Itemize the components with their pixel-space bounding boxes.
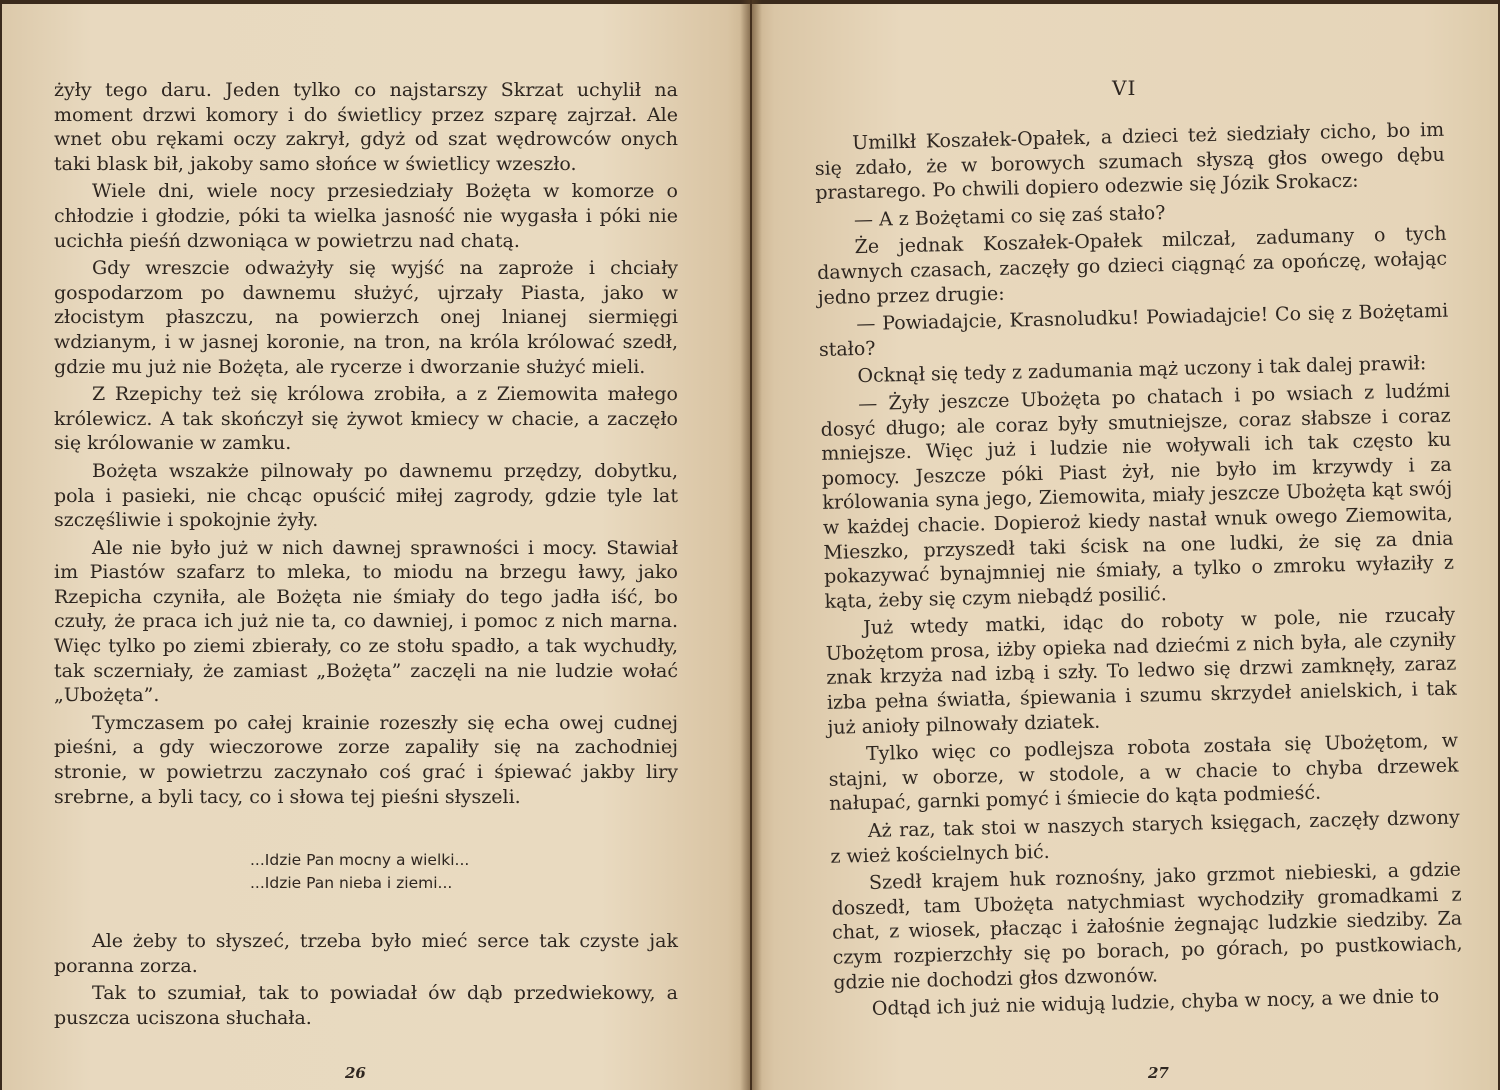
chapter-heading: VI bbox=[1112, 76, 1137, 100]
paragraph: Odtąd ich już nie widują ludzie, chyba w nocy, a we dnie to bbox=[871, 985, 1440, 1021]
right-page bbox=[752, 4, 1498, 1090]
paragraph: Tylko więc co podlejsza robota została się Ubożętom, w stajni, w oborze, w stodole, a w chacie to chyba drzewek nałupać, garnki pomyć i śmiecie do kąta podmieść. bbox=[828, 729, 1459, 816]
paragraph: Że jednak Koszałek-Opałek milczał, zadumany o tych dawnych czasach, zaczęły go dzieci ciągnąć za opończę, wołając jedno przez drugie: bbox=[816, 223, 1448, 309]
paragraph: Wiele dni, wiele nocy przesiedziały Bożęta w komorze o chłodzie i głodzie, póki ta wielka jasność nie wygasła i póki nie ucichła pieśń dzwoniąca w powietrzu nad chatą. bbox=[54, 180, 678, 252]
poem-line: ...Idzie Pan mocny a wielki... bbox=[250, 851, 470, 870]
paragraph: Ale nie było już w nich dawnej sprawności i mocy. Stawiał im Piastów szafarz to mleka, to miodu na brzegu ławy, jako Rzepicha czyniła, ale Bożęta nie śmiały do tego jadła iść, bo czuły, że praca ich już nie ta, co dawniej, i pomoc z nich marna. Więc tylko po ziemi zbierały, co ze stołu spadło, a tak wychudły, tak sczerniały, że zamiast „Bożęta” zaczęli na nie ludzie wołać „Ubożęta”. bbox=[54, 536, 678, 707]
paragraph: Ale żeby to słyszeć, trzeba było mieć serce tak czyste jak poranna zorza. bbox=[54, 930, 678, 977]
right-page-text bbox=[814, 118, 1464, 1026]
paragraph: Już wtedy matki, idąc do roboty w pole, nie rzucały Ubożętom prosa, iżby opieka nad dziećmi z nich była, ale czyniły znak krzyża nad izbą i szły. To ledwo się drzwi zamknęły, zaraz izba pełna światła, śpiewania i szumu skrzydeł anielskich, i tak już anioły pilnowały dziatek. bbox=[825, 603, 1458, 739]
paragraph: — A z Bożętami co się zaś stało? bbox=[853, 201, 1166, 231]
left-page-text bbox=[54, 78, 678, 1034]
poem-line: ...Idzie Pan nieba i ziemi... bbox=[250, 874, 453, 893]
paragraph: Tymczasem po całej krainie rozeszły się echa owej cudnej pieśni, a gdy wieczorowe zorze zapaliły się na zachodniej stronie, w powietrzu zaczynało coś grać i śpiewać jakby liry srebrne, a byli tacy, co i słowa tej pieśni słyszeli. bbox=[54, 711, 678, 808]
paragraph: Z Rzepichy też się królowa zrobiła, a z Ziemowita małego królewicz. A tak skończył się żywot kmiecy w chacie, a zaczęło się królowanie w zamku. bbox=[54, 383, 678, 455]
paragraph: — Powiadajcie, Krasnoludku! Powiadajcie! Co się z Bożętami stało? bbox=[818, 299, 1449, 361]
paragraph: Bożęta wszakże pilnowały po dawnemu przędzy, dobytku, pola i pasieki, nie chcąc opuścić miłej zagrody, gdzie tyle lat szczęśliwie i spokojnie żyły. bbox=[54, 459, 678, 532]
paragraph: Szedł krajem huk roznośny, jako grzmot niebieski, a gdzie doszedł, tam Ubożęta natychmiast wychodziły gromadkami z chat, z wiosek, płacząc i żałośnie żegnając ludzkie siedziby. Za czym rozpierzchły się po borach, po górach, po pustkowiach, gdzie nie dochodzi głos dzwonów. bbox=[831, 858, 1463, 994]
paragraph: Umilkł Koszałek-Opałek, a dzieci też siedziały cicho, bo im się zdało, że w borowych szumach słyszą głos owego dębu prastarego. Po chwili dopiero odezwie się Józik Srokacz: bbox=[814, 118, 1445, 205]
page-number: 26 bbox=[345, 1064, 366, 1082]
paragraph: Ocknął się tedy z zadumania mąż uczony i tak dalej prawił: bbox=[857, 352, 1427, 388]
paragraph: — Żyły jeszcze Ubożęta po chatach i po wsiach z ludźmi dosyć długo; ale coraz były smutniejsze, coraz słabsze i coraz mniejsze. Więc już i ludzie nie woływali ich tak często ku pomocy. Jeszcze póki Piast żył, nie było im krzywdy i za królowania syna jego, Ziemowita, miały jeszcze Ubożęta kąt swój w każdej chacie. Dopieroż kiedy nastał wnuk owego Ziemowita, Mieszko, przyszedł taki ścisk na one ludki, że się za dnia pokazywać bynajmniej nie śmiały, a tylko o zmroku wyłaziły z kąta, żeby się czym niebądź posilić. bbox=[820, 379, 1455, 613]
paragraph: żyły tego daru. Jeden tylko co najstarszy Skrzat uchylił na moment drzwi komory i do świetlicy przez szparę zajrzał. Ale wnet obu rękami oczy zakrył, gdyż od szat wędrowców onych taki blask bił, jakoby samo słońce w świetlicy wzeszło. bbox=[54, 79, 678, 175]
left-page bbox=[2, 4, 750, 1090]
book-gutter bbox=[740, 0, 762, 1090]
paragraph: Tak to szumiał, tak to powiadał ów dąb przedwiekowy, a puszcza uciszona słuchała. bbox=[54, 982, 678, 1029]
paragraph: Aż raz, tak stoi w naszych starych księgach, zaczęły dzwony z wież kościelnych bić. bbox=[830, 806, 1460, 868]
page-number: 27 bbox=[1148, 1064, 1169, 1082]
paragraph: Gdy wreszcie odważyły się wyjść na zaproże i chciały gospodarzom po dawnemu służyć, ujrzały Piasta, jako w złocistym płaszczu, na powierzch onej lnianej siermięgi wdzianym, i w jasnej koronie, na tron, na króla królować szedł, gdzie mu już nie Bożęta, ale rycerze i dworzanie służyć mieli. bbox=[54, 257, 678, 378]
poem-quote bbox=[250, 849, 678, 895]
